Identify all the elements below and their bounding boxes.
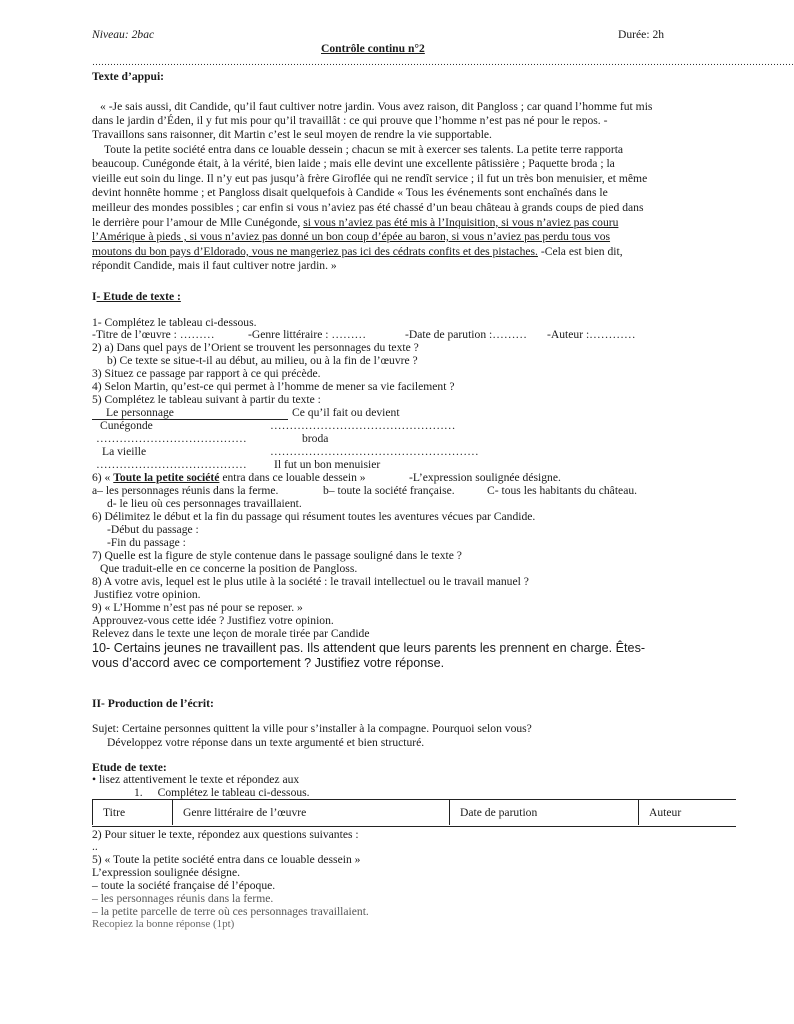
q6-option-c: C- tous les habitants du château.	[487, 484, 638, 497]
q5-col-action: Ce qu’il fait ou devient	[292, 406, 400, 419]
texte-last-line: répondit Candide, mais il faut cultiver notre jardin. »	[92, 259, 337, 272]
q6-option-a: a– les personnages réunis dans la ferme.	[92, 484, 279, 497]
question-9b: Approuvez-vous cette idée ? Justifiez votre opinion.	[92, 614, 334, 627]
q5-r1c2: …………………………………………	[270, 419, 456, 432]
question-6	[92, 471, 366, 484]
question-8: 8) A votre avis, lequel est le plus utile à la société : le travail intellectuel ou le travail manuel ?	[92, 575, 529, 588]
q5-r4c1: …………………………………	[96, 458, 247, 471]
question-8b: Justifiez votre opinion.	[94, 588, 201, 601]
table-bottom-border	[92, 826, 736, 827]
q5-r2c2: broda	[302, 432, 329, 445]
texte-line-11-tail: -Cela est bien dit,	[540, 245, 623, 258]
texte-underlined-1: si vous n’aviez pas été mis à l’Inquisition, si vous n’aviez pas couru	[303, 216, 619, 229]
production-heading: II- Production de l’écrit:	[92, 697, 214, 710]
q1-date-field: -Date de parution :………	[405, 328, 528, 341]
q5-col-personnage	[92, 406, 288, 420]
table-cell-genre: Genre littéraire de l’œuvre	[173, 799, 450, 825]
q5-col-personnage-label: Le personnage	[106, 406, 174, 419]
q6-prefix: 6) «	[92, 471, 111, 484]
etude-heading-rest: - Etude de texte :	[96, 290, 181, 303]
table-cell-date: Date de parution	[450, 799, 639, 825]
etude2-item-1-num: 1.	[134, 786, 143, 799]
etude2-option-3: – la petite parcelle de terre où ces personnages travaillaient.	[92, 905, 369, 918]
etude2-bullet: • lisez attentivement le texte et répondez aux	[92, 773, 300, 786]
texte-line-11	[92, 245, 623, 258]
q6bis-fin: -Fin du passage :	[107, 536, 186, 549]
question-9: 9) « L’Homme n’est pas né pour se reposer. »	[92, 601, 303, 614]
etude2-option-1: – toute la société française dé l’époque.	[92, 879, 276, 892]
niveau-label: Niveau: 2bac	[92, 28, 155, 41]
q5-r2c1: …………………………………	[96, 432, 247, 445]
texte-underlined-2: l’Amérique à pieds , si vous n’aviez pas donné un bon coup d’épée au baron, si vous n’aviez pas perdu tous vos	[92, 230, 611, 243]
etude2-item-1	[134, 786, 310, 799]
texte-appui-heading: Texte d’appui:	[92, 70, 165, 83]
q6-option-b: b– toute la société française.	[323, 484, 455, 497]
table-cell-auteur: Auteur	[639, 799, 748, 825]
q6-rest: entra dans ce louable dessein »	[222, 471, 366, 484]
production-sujet-2: Développez votre réponse dans un texte argumenté et bien structuré.	[107, 736, 425, 749]
production-sujet: Sujet: Certaine personnes quittent la ville pour s’installer à la compagne. Pourquoi selon vous?	[92, 722, 532, 735]
duree-label: Durée: 2h	[618, 28, 665, 41]
question-10a: 10- Certains jeunes ne travaillent pas. Ils attendent que leurs parents les prennent en charge. Êtes-	[92, 641, 646, 655]
info-table	[92, 799, 747, 825]
question-10b: vous d’accord avec ce comportement ? Justifiez votre réponse.	[92, 656, 445, 670]
texte-line-1: « -Je sais aussi, dit Candide, qu’il faut cultiver notre jardin. Vous avez raison, dit Pangloss ; car quand l’homme fut mis	[100, 100, 653, 113]
q5-r3c1: La vieille	[102, 445, 147, 458]
texte-underlined-3: moutons du bon pays d’Eldorado, vous ne mangeriez pas ici des cédrats confits et des pistaches.	[92, 245, 538, 258]
texte-line-9-plain: le derrière pour l’amour de Mlle Cunégonde,	[92, 216, 301, 229]
texte-line-2: dans le jardin d’Éden, il y fut mis pour qu’il travaillât : ce qui prouve que l’homme n’est pas né pour le repos. -	[92, 114, 608, 127]
q1-genre-field: -Genre littéraire : ………	[248, 328, 367, 341]
etude2-recopiez: Recopiez la bonne réponse (1pt)	[92, 918, 235, 930]
etude2-q5b: L’expression soulignée désigne.	[92, 866, 241, 879]
question-5: 5) Complétez le tableau suivant à partir du texte :	[92, 393, 321, 406]
q6-option-d: d- le lieu où ces personnages travaillaient.	[107, 497, 302, 510]
q6-expression: -L’expression soulignée désigne.	[409, 471, 561, 484]
q5-r1c1: Cunégonde	[100, 419, 153, 432]
separator-dots: ………………………………………………………………………………………………………………………………………………………………………………………………………………	[92, 57, 794, 67]
etude2-q2: 2) Pour situer le texte, répondez aux questions suivantes :	[92, 828, 359, 841]
table-cell-titre: Titre	[93, 799, 173, 825]
question-6bis: 6) Délimitez le début et la fin du passage qui résument toutes les aventures vécues par Candide.	[92, 510, 536, 523]
texte-line-8: meilleur des mondes possibles ; car enfin si vous n’aviez pas été chassé d’un beau château à grands coups de pied dans	[92, 201, 644, 214]
question-9c: Relevez dans le texte une leçon de morale tirée par Candide	[92, 627, 370, 640]
page-title: Contrôle continu n°2	[321, 42, 425, 55]
question-7b: Que traduit-elle en ce concerne la position de Pangloss.	[100, 562, 358, 575]
q6-underlined: Toute la petite société	[113, 471, 220, 484]
question-4: 4) Selon Martin, qu’est-ce qui permet à l’homme de mener sa vie facilement ?	[92, 380, 455, 393]
question-2b: b) Ce texte se situe-t-il au début, au milieu, ou à la fin de l’œuvre ?	[107, 354, 418, 367]
table-row	[93, 799, 748, 825]
texte-line-5: beaucoup. Cunégonde était, à la vérité, bien laide ; mais elle devint une excellente pâtissière ; Paquette broda ; la	[92, 157, 615, 170]
question-2a: 2) a) Dans quel pays de l’Orient se trouvent les personnages du texte ?	[92, 341, 419, 354]
q5-r4c2: Il fut un bon menuisier	[274, 458, 381, 471]
q6bis-debut: -Début du passage :	[107, 523, 199, 536]
etude2-heading: Etude de texte:	[92, 761, 167, 774]
q5-r3c2: ………………………………………………	[270, 445, 479, 458]
texte-line-7: devint honnête homme ; et Pangloss disait quelquefois à Candide « Tous les événements sont enchaînés dans le	[92, 186, 608, 199]
etude2-q5: 5) « Toute la petite société entra dans ce louable dessein »	[92, 853, 361, 866]
texte-line-4: Toute la petite société entra dans ce louable dessein ; chacun se mit à exercer ses talents. La petite terre rapporta	[104, 143, 624, 156]
question-7: 7) Quelle est la figure de style contenue dans le passage souligné dans le texte ?	[92, 549, 462, 562]
question-3: 3) Situez ce passage par rapport à ce qui précède.	[92, 367, 321, 380]
etude-heading-prefix: I	[92, 290, 97, 303]
texte-line-3: Travaillons sans raisonner, dit Martin c’est le seul moyen de rendre la vie supportable.	[92, 128, 492, 141]
q1-auteur-field: -Auteur :…………	[547, 328, 636, 341]
etude2-item-1-text: Complétez le tableau ci-dessous.	[157, 786, 310, 799]
q1-titre-field: -Titre de l’œuvre : ………	[92, 328, 215, 341]
texte-line-6: vieille eut soin du linge. Il n’y eut pas jusqu’à frère Giroflée qui ne rendît service ; il fut un très bon menuisier, et même	[92, 172, 648, 185]
etude2-option-2: – les personnages réunis dans la ferme.	[92, 892, 274, 905]
texte-line-9	[92, 216, 618, 229]
etude-heading	[92, 290, 181, 303]
etude2-q2-dots: ..	[92, 840, 98, 853]
question-1: 1- Complétez le tableau ci-dessous.	[92, 316, 257, 329]
